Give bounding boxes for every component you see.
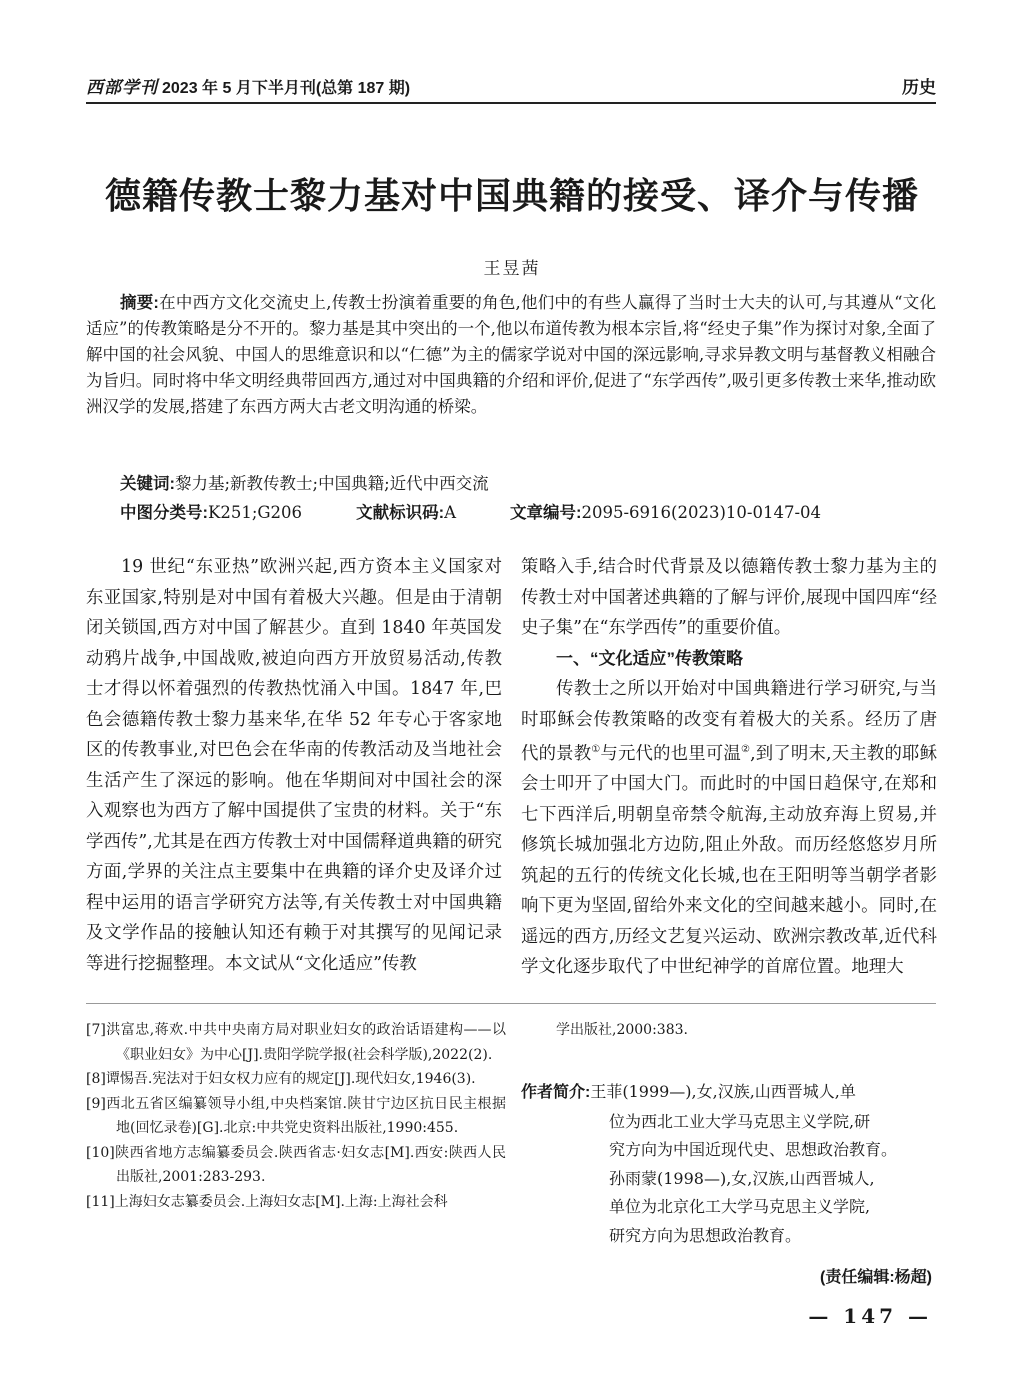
responsible-editor: (责任编辑:杨超) — [820, 1269, 932, 1286]
article-title: 德籍传教士黎力基对中国典籍的接受、译介与传播 — [104, 175, 919, 217]
reference-item: [10]陕西省地方志编纂委员会.陕西省志·妇女志[M].西安:陕西人民出版社,2001:283-293. — [86, 1144, 506, 1185]
keywords-text: 黎力基;新教传教士;中国典籍;近代中西交流 — [175, 474, 489, 493]
abstract — [86, 290, 936, 420]
clc-value: K251;G206 — [208, 503, 303, 522]
footnote-marker: ① — [591, 744, 601, 755]
bio-line: 究方向为中国近现代史、思想政治教育。 — [609, 1140, 898, 1159]
reference-item: [9]西北五省区编纂领导小组,中央档案馆.陕甘宁边区抗日民主根据地(回忆录卷)[G].北京:中共党史资料出版社,1990:455. — [86, 1095, 506, 1136]
bio-line: 孙雨蒙(1998—),女,汉族,山西晋城人, — [609, 1168, 875, 1188]
bio-line: 单位为北京化工大学马克思主义学院, — [609, 1197, 871, 1216]
bio-line: 王菲(1999—),女,汉族,山西晋城人,单 — [590, 1082, 856, 1101]
reference-list — [86, 1018, 506, 1214]
footnote-marker: ② — [740, 744, 751, 755]
text-span: ,到了明末,天主教的耶稣会士叩开了中国大门。而此时的中国日趋保守,在郑和七下西洋后,明朝皇帝禁令航海,主动放弃海上贸易,并修筑长城加强北方边防,阻止外敌。而历经悠悠岁月所筑起的五行的传统文化长城,也在王阳明等当朝学者影响下更为坚固,留给外来文化的空间越来越小。同时,在遥远的西方,历经文艺复兴运动、欧洲宗教改革,近代科学文化逐步取代了中世纪神学的首席位置。地理大 — [521, 743, 937, 978]
author-name: 王昱茜 — [483, 259, 541, 279]
page-number: — 147 — — [808, 1304, 932, 1328]
reference-item: [11]上海妇女志纂委员会.上海妇女志[M].上海:上海社会科 — [86, 1193, 448, 1210]
doc-code-label: 文献标识码: — [356, 504, 445, 522]
keywords-label: 关键词: — [120, 475, 175, 493]
section-name: 历史 — [902, 78, 936, 97]
body-paragraph — [521, 674, 937, 983]
text-span: 传教士之所以开始对中国典籍进行学习研究,与当时耶稣会传教策略的改变有着极大的关系。经历了唐代的景教 — [521, 679, 937, 764]
body-paragraph-continued: 策略入手,结合时代背景及以德籍传教士黎力基为主的传教士对中国著述典籍的了解与评价,展现中国四库“经史子集”在“东学西传”的重要价值。 — [521, 557, 937, 638]
bio-label: 作者简介: — [521, 1084, 591, 1101]
header-left — [86, 73, 410, 98]
bio-line: 研究方向为思想政治教育。 — [609, 1225, 802, 1245]
abstract-label: 摘要: — [120, 294, 159, 312]
reference-continued: 学出版社,2000:383. — [556, 1022, 688, 1038]
issue-info: 2023 年 5 月下半月刊(总第 187 期) — [162, 80, 411, 97]
section-heading: 一、“文化适应”传教策略 — [556, 648, 743, 668]
article-number-label: 文章编号: — [509, 504, 582, 522]
classification-line — [120, 499, 920, 523]
author-bio — [521, 1078, 941, 1250]
journal-logo: 西部学刊 — [86, 78, 158, 98]
clc-label: 中图分类号: — [120, 504, 208, 522]
body-paragraph: 19 世纪“东亚热”欧洲兴起,西方资本主义国家对东亚国家,特别是对中国有着极大兴趣。但是由于清朝闭关锁国,西方对中国了解甚少。直到 1840 年英国发动鸦片战争,中国战败,被迫向西方开放贸易活动,传教士才得以怀着强烈的传教热忱涌入中国。1847 年,巴色会德籍传教士黎力基来华,在华 52 年专心于客家地区的传教事业,对巴色会在华南的传教活动及当地社会生活产生了深远的影响。他在华期间对中国社会的深入观察也为西方了解中国提供了宝贵的材料。关于“东学西传”,尤其是在西方传教士对中国儒释道典籍的研究方面,学界的关注点主要集中在典籍的译介史及译介过程中运用的语言学研究方法等,有关传教士对中国典籍及文学作品的接触认知还有赖于对其撰写的见闻记录等进行挖掘整理。本文试从“文化适应”传教 — [86, 557, 502, 974]
reference-divider — [86, 1003, 936, 1004]
running-header — [86, 68, 936, 104]
abstract-text: 在中西方文化交流史上,传教士扮演着重要的角色,他们中的有些人赢得了当时士大夫的认可,与其遵从“文化适应”的传教策略是分不开的。黎力基是其中突出的一个,他以布道传教为根本宗旨,将“经史子集”作为探讨对象,全面了解中国的社会风貌、中国人的思维意识和以“仁德”为主的儒家学说对中国的深远影响,寻求异教文明与基督教义相融合为旨归。同时将中华文明经典带回西方,通过对中国典籍的介绍和评价,促进了“东学西传”,吸引更多传教士来华,推动欧洲汉学的发展,搭建了东西方两大古老文明沟通的桥梁。 — [86, 293, 936, 416]
body-column-right — [521, 552, 937, 983]
article-number-value: 2095-6916(2023)10-0147-04 — [581, 503, 822, 522]
reference-item: [8]谭惕吾.宪法对于妇女权力应有的规定[J].现代妇女,1946(3). — [86, 1071, 476, 1087]
reference-item: [7]洪富忠,蒋欢.中共中央南方局对职业妇女的政治话语建构——以《职业妇女》为中心[J].贵阳学院学报(社会科学版),2022(2). — [86, 1022, 506, 1063]
keywords — [120, 470, 489, 494]
bio-line: 位为西北工业大学马克思主义学院,研 — [609, 1111, 871, 1131]
doc-code-value: A — [444, 503, 456, 522]
text-span: 与元代的也里可温 — [600, 743, 741, 764]
body-column-left — [86, 552, 502, 979]
